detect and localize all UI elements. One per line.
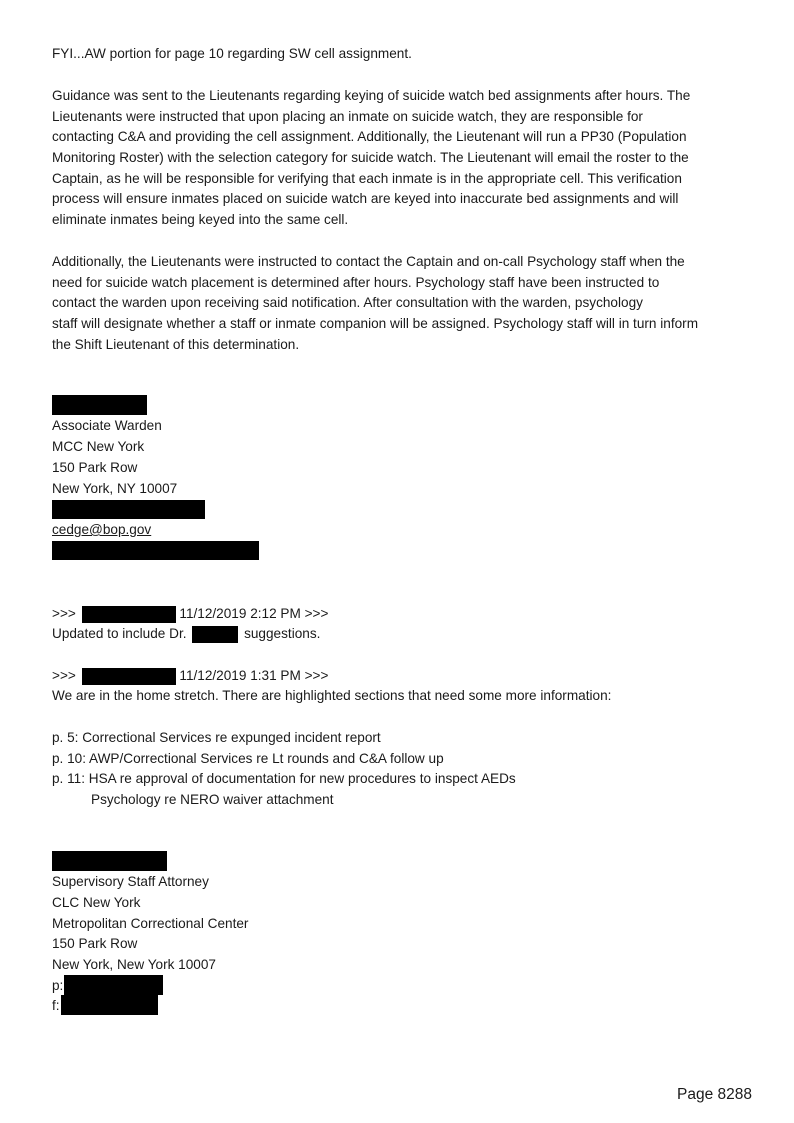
redaction-name [52,395,147,415]
sig2-phone [52,976,63,997]
sig1-org: MCC New York [52,439,145,454]
fwd1-header [52,604,328,625]
fwd2-stamp: 11/12/2019 1:31 PM >>> [179,668,329,683]
sig1-street: 150 Park Row [52,460,138,475]
fwd2-body: We are in the home stretch. There are highlighted sections that need some more information: [52,688,612,703]
para2-line: staff will designate whether a staff or inmate companion will be assigned. Psychology staff will in turn inform [52,316,699,331]
fwd2-prefix: >>> [52,668,76,683]
sig2-org: CLC New York [52,895,141,910]
sig2-street: 150 Park Row [52,936,138,951]
redaction-extra [52,541,259,560]
list-item: p. 11: HSA re approval of documentation for new procedures to inspect AEDs [52,771,516,786]
para1-line: Lieutenants were instructed that upon placing an inmate on suicide watch, they are responsible for [52,109,643,124]
phone-label: p: [52,978,64,993]
para1-line: eliminate inmates being keyed into the same cell. [52,212,349,227]
para1-line: process will ensure inmates placed on suicide watch are keyed into inaccurate bed assignments and will [52,191,679,206]
para1-line: contacting C&A and providing the cell assignment. Additionally, the Lieutenant will run a PP30 (Population [52,129,687,144]
email-link[interactable]: cedge@bop.gov [52,522,152,537]
redaction-phone [52,500,205,519]
para2-line: Additionally, the Lieutenants were instructed to contact the Captain and on-call Psychology staff when the [52,254,685,269]
para2-line: the Shift Lieutenant of this determination. [52,337,300,352]
fax-label: f: [52,998,60,1013]
redaction-phone [64,975,163,995]
sig2-city: New York, New York 10007 [52,957,216,972]
list-item: p. 10: AWP/Correctional Services re Lt rounds and C&A follow up [52,751,444,766]
fwd1-body [52,624,320,645]
fwd1-body-before: Updated to include Dr. [52,626,187,641]
para1-line: Monitoring Roster) with the selection category for suicide watch. The Lieutenant will email the roster to the [52,150,689,165]
para2-line: contact the warden upon receiving said notification. After consultation with the warden, psychology [52,295,643,310]
sig2-title: Supervisory Staff Attorney [52,874,209,889]
sig1-city: New York, NY 10007 [52,481,178,496]
redaction-sender [82,668,176,685]
fwd1-stamp: 11/12/2019 2:12 PM >>> [179,606,329,621]
intro-line: FYI...AW portion for page 10 regarding SW cell assignment. [52,46,412,61]
fwd1-prefix: >>> [52,606,76,621]
list-item: p. 5: Correctional Services re expunged incident report [52,730,381,745]
redaction-doctor-name [192,626,238,643]
fwd1-body-after: suggestions. [244,626,321,641]
fwd2-header [52,666,328,687]
sig2-fax [52,996,60,1017]
para1-line: Captain, as he will be responsible for verifying that each inmate is in the appropriate cell. This verification [52,171,682,186]
para2-line: need for suicide watch placement is determined after hours. Psychology staff have been instructed to [52,275,660,290]
page-number: Page 8288 [677,1086,752,1103]
list-item: Psychology re NERO waiver attachment [91,792,334,807]
redaction-sender [82,606,176,623]
redaction-fax [61,995,158,1015]
sig2-facility: Metropolitan Correctional Center [52,916,249,931]
sig1-title: Associate Warden [52,418,162,433]
para1-line: Guidance was sent to the Lieutenants regarding keying of suicide watch bed assignments after hours. The [52,88,691,103]
redaction-name [52,851,167,871]
